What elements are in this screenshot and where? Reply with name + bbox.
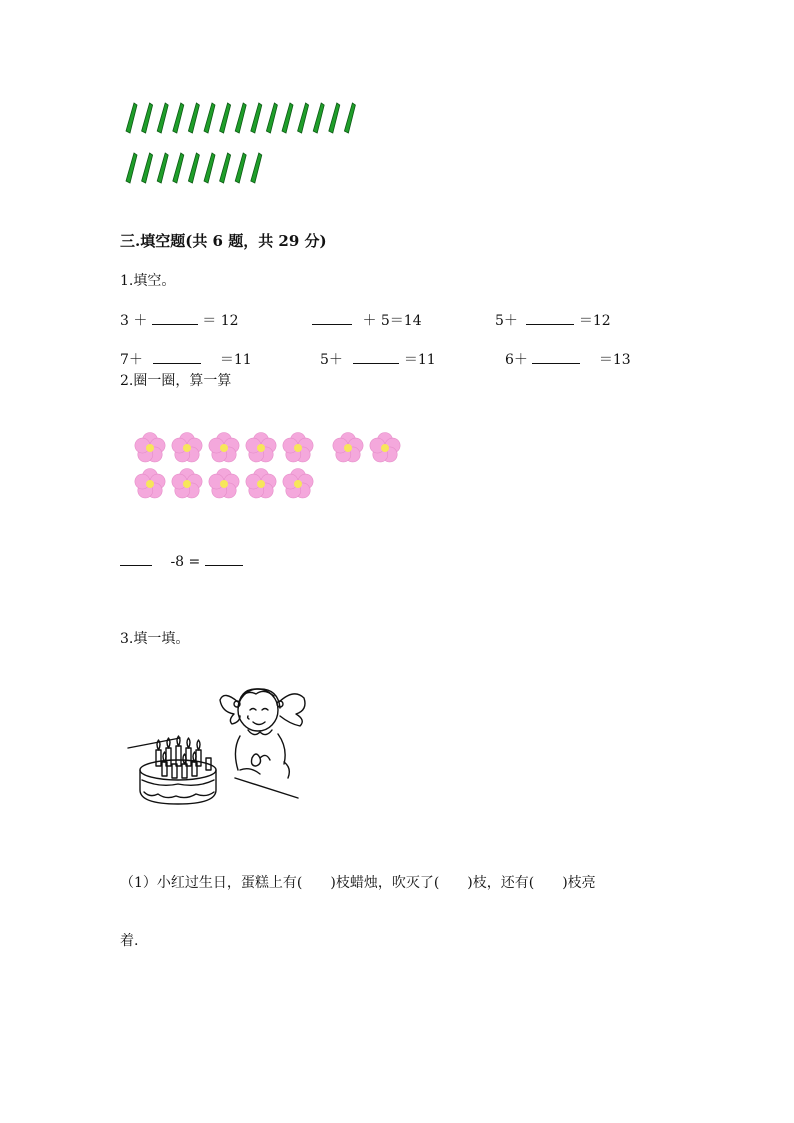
equation-text: ＝13	[598, 352, 631, 368]
counting-stick	[126, 103, 137, 133]
sticks-row-2	[120, 150, 360, 190]
flower	[283, 469, 313, 498]
flower	[370, 433, 400, 462]
counting-stick	[157, 153, 168, 183]
counting-stick	[251, 153, 262, 183]
q1-equation-4	[120, 349, 252, 369]
counting-stick	[266, 103, 277, 133]
q2-equation	[120, 554, 243, 570]
equation-text: ＋ 5＝14	[362, 313, 422, 329]
counting-stick	[142, 153, 153, 183]
flowers-group	[130, 428, 420, 512]
counting-stick	[220, 153, 231, 183]
answer-blank[interactable]	[205, 564, 243, 566]
counting-stick	[235, 153, 246, 183]
counting-stick	[126, 153, 137, 183]
q1-equation-2	[312, 310, 422, 330]
counting-stick	[282, 103, 293, 133]
section-title: 三.填空题(共 6 题，共 29 分)	[120, 232, 327, 250]
birthday-illustration	[120, 680, 320, 834]
flowers-image	[130, 428, 420, 508]
flower	[333, 433, 363, 462]
equation-text: ＝12	[578, 313, 611, 329]
counting-sticks-image	[120, 150, 360, 190]
counting-stick	[204, 153, 215, 183]
answer-blank[interactable]	[526, 323, 574, 325]
equation-text: 3 ＋	[120, 313, 148, 329]
question-3-sentence-end: 着.	[120, 933, 139, 949]
answer-blank[interactable]	[153, 362, 201, 364]
answer-blank[interactable]	[120, 564, 152, 566]
question-1-label: 1.填空。	[120, 273, 176, 289]
counting-stick	[251, 103, 262, 133]
counting-stick	[173, 153, 184, 183]
question-3-label: 3.填一填。	[120, 631, 190, 647]
equation-text: 5＋	[495, 313, 518, 329]
flower	[135, 433, 165, 462]
equation-text: 7＋	[120, 352, 143, 368]
equation-text: ＝11	[219, 352, 252, 368]
q1-equation-6	[505, 349, 631, 369]
counting-sticks-image	[120, 100, 360, 140]
equation-text: 5＋	[320, 352, 343, 368]
flower	[283, 433, 313, 462]
counting-stick	[220, 103, 231, 133]
counting-stick	[204, 103, 215, 133]
equation-text: ＝ 12	[202, 313, 239, 329]
flower	[209, 469, 239, 498]
flower	[246, 469, 276, 498]
equation-text: 6＋	[505, 352, 528, 368]
q1-equation-3	[495, 310, 611, 330]
counting-stick	[188, 103, 199, 133]
counting-stick	[329, 103, 340, 133]
counting-stick	[173, 103, 184, 133]
question-2-label: 2.圈一圈，算一算	[120, 373, 232, 389]
answer-blank[interactable]	[312, 323, 352, 325]
counting-stick	[235, 103, 246, 133]
equation-text: ＝11	[403, 352, 436, 368]
sticks-row-1	[120, 100, 360, 140]
flower	[135, 469, 165, 498]
girl-birthday-cake-image	[120, 680, 320, 830]
answer-blank[interactable]	[353, 362, 399, 364]
answer-blank[interactable]	[532, 362, 580, 364]
counting-stick	[313, 103, 324, 133]
counting-stick	[157, 103, 168, 133]
flower	[172, 469, 202, 498]
counting-stick	[142, 103, 153, 133]
question-3-sentence: （1）小红过生日，蛋糕上有( )枝蜡烛，吹灭了( )枝，还有( )枝亮	[120, 875, 596, 891]
flower	[209, 433, 239, 462]
flower	[246, 433, 276, 462]
equation-text: -8 =	[170, 554, 201, 570]
counting-stick	[298, 103, 309, 133]
q1-equation-5	[320, 349, 436, 369]
answer-blank[interactable]	[152, 323, 198, 325]
flower	[172, 433, 202, 462]
q1-equation-1	[120, 310, 239, 330]
counting-stick	[188, 153, 199, 183]
counting-stick	[344, 103, 355, 133]
